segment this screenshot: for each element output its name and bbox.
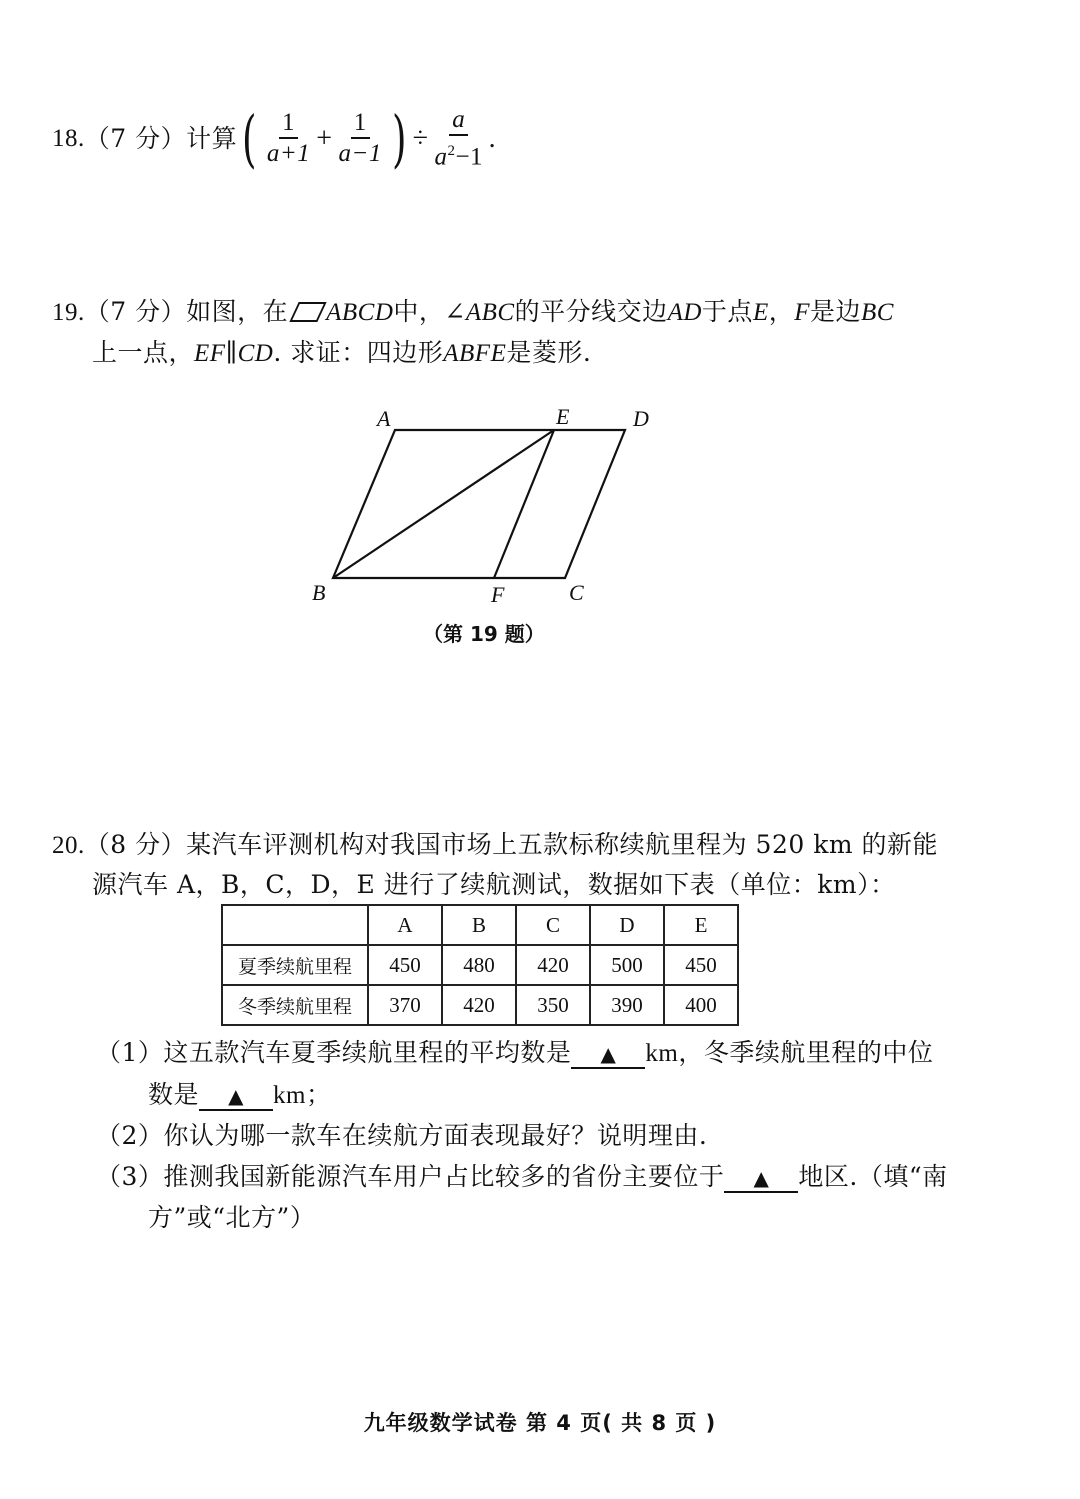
table-header-cell: E (664, 905, 738, 945)
q20-sub3-line-2 (148, 1201, 315, 1235)
table-cell: 480 (442, 945, 516, 985)
q18-score: （7 分） (84, 124, 187, 153)
table-cell: 400 (664, 985, 738, 1025)
divide-sign: ÷ (412, 123, 429, 154)
table-cell: 500 (590, 945, 664, 985)
q19-text: EF (194, 340, 226, 367)
q19-text: F (794, 299, 811, 326)
q19-text: 于点 (701, 297, 753, 326)
q20-sub1-text: km； (273, 1082, 332, 1109)
q20-sub3-text: 地区.（填“南 (798, 1162, 948, 1191)
answer-blank[interactable] (724, 1164, 798, 1193)
point-label-f: F (491, 582, 505, 607)
q18-number: 18. (52, 125, 85, 152)
q19-text: 上一点， (92, 338, 195, 367)
q19-text: 如图，在 (186, 297, 289, 326)
q19-text: ABFE (443, 340, 507, 367)
den-rest: −1 (455, 143, 484, 171)
den-base: a (434, 143, 448, 171)
table-cell: 390 (590, 985, 664, 1025)
q20-sub2-line (96, 1119, 707, 1153)
point-label-b: B (312, 580, 326, 605)
answer-blank[interactable] (571, 1040, 645, 1069)
fraction-numerator: 1 (279, 109, 298, 139)
q19-text: ABC (465, 299, 515, 326)
table-row-label: 冬季续航里程 (222, 985, 368, 1025)
figure-caption: （第 19 题） (423, 622, 545, 646)
table-header-cell: C (516, 905, 590, 945)
triangle-marker-icon: ▲ (600, 1042, 617, 1066)
q19-text: ， (768, 297, 795, 326)
q19-text: CD (237, 340, 274, 367)
table-row-label: 夏季续航里程 (222, 945, 368, 985)
left-paren: ( (242, 102, 257, 175)
table-header-row (222, 905, 738, 945)
q19-score: （7 分） (84, 297, 187, 326)
table-row (222, 945, 738, 985)
q20-sub1-text: （1）这五款汽车夏季续航里程的平均数是 (96, 1038, 572, 1067)
point-label-d: D (633, 406, 649, 431)
q19-number: 19. (52, 299, 85, 326)
table-header-cell: A (368, 905, 442, 945)
q20-sub3-text: （3）推测我国新能源汽车用户占比较多的省份主要位于 (96, 1162, 725, 1191)
q20-number: 20. (52, 832, 85, 859)
fraction-denominator: a−1 (338, 140, 382, 167)
q19-text: ∥ (225, 338, 238, 367)
q20-sub1-text: 数是 (148, 1080, 200, 1109)
point-label-c: C (569, 580, 584, 605)
point-label-e: E (556, 404, 570, 429)
point-label-a: A (377, 406, 391, 431)
q19-text: 中，∠ (393, 297, 466, 326)
table-header-cell: D (590, 905, 664, 945)
q20-score: （8 分） (84, 830, 187, 859)
den-exponent: 2 (447, 142, 456, 159)
q20-text: 某汽车评测机构对我国市场上五款标称续航里程为 520 km 的新能 (186, 830, 939, 859)
q20-sub1-line-2 (148, 1078, 331, 1113)
segment-be (333, 430, 554, 578)
q20-sub1-line-1 (96, 1036, 933, 1071)
table-cell: 370 (368, 985, 442, 1025)
table-cell: 420 (516, 945, 590, 985)
table-cell: 350 (516, 985, 590, 1025)
q19-text: . 求证：四边形 (273, 338, 444, 367)
table-header-cell: B (442, 905, 516, 945)
triangle-marker-icon: ▲ (753, 1166, 770, 1190)
q20-text: 源汽车 A，B，C，D，E 进行了续航测试，数据如下表（单位：km）： (92, 870, 896, 899)
q19-text: 是边 (810, 297, 862, 326)
plus-sign: + (316, 123, 333, 154)
q19-text: BC (861, 299, 894, 326)
triangle-marker-icon: ▲ (228, 1084, 244, 1108)
q18-end: . (488, 124, 497, 153)
q20-sub3-line-1 (96, 1160, 948, 1194)
table-row (222, 985, 738, 1025)
page-footer: 九年级数学试卷 第 4 页( 共 8 页 ) (363, 1411, 717, 1435)
q19-figure (0, 0, 1080, 700)
q20-sub3-text: 方”或“北方”） (148, 1203, 316, 1232)
parallelogram-abcd (333, 430, 625, 578)
fraction-numerator: a (449, 106, 468, 136)
q18-verb: 计算 (186, 124, 238, 153)
q20-sub2-text: （2）你认为哪一款车在续航方面表现最好？说明理由. (96, 1121, 708, 1150)
q19-text: AD (667, 299, 702, 326)
table-header-cell (222, 905, 368, 945)
right-paren: ) (391, 102, 407, 175)
q20-sub1-text: km，冬季续航里程的中位 (645, 1040, 934, 1067)
range-table (221, 904, 739, 1026)
segment-ef (494, 430, 554, 578)
fraction-numerator: 1 (351, 109, 370, 139)
q20-line-1 (52, 828, 938, 863)
q20-line-2 (92, 868, 896, 902)
fraction-denominator: a+1 (266, 140, 311, 167)
q19-text: 是菱形. (506, 338, 592, 367)
q19-text: ABCD (326, 299, 394, 326)
table-cell: 420 (442, 985, 516, 1025)
q19-text: 的平分线交边 (514, 297, 668, 326)
q19-text: E (752, 299, 769, 326)
answer-blank[interactable] (199, 1082, 273, 1111)
table-cell: 450 (664, 945, 738, 985)
table-cell: 450 (368, 945, 442, 985)
